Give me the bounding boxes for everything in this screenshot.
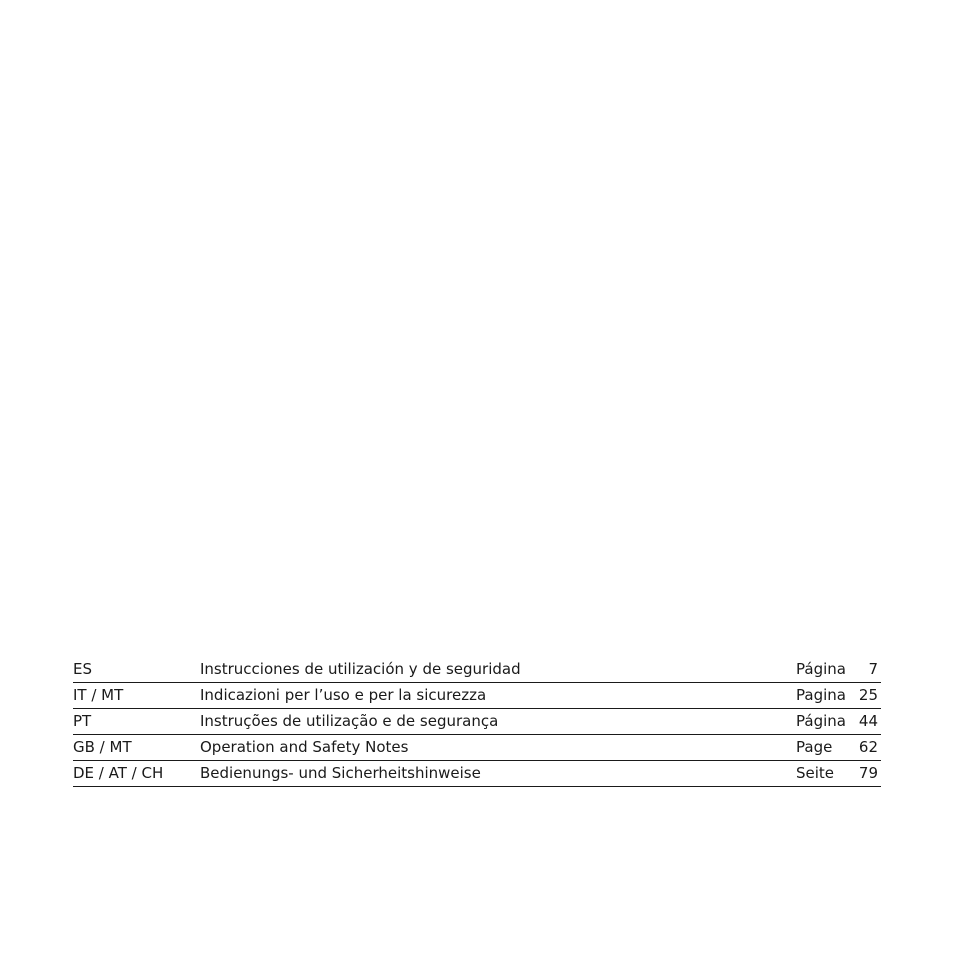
section-title: Bedienungs- und Sicherheitshinweise	[200, 764, 481, 782]
page-label: Page	[796, 738, 833, 756]
page-number: 25	[858, 686, 878, 704]
toc-row-gb-mt	[73, 735, 881, 761]
page-number: 44	[858, 712, 878, 730]
language-code: IT / MT	[73, 686, 124, 704]
page-label: Página	[796, 660, 846, 678]
section-title: Operation and Safety Notes	[200, 738, 409, 756]
toc-row-de-at-ch	[73, 761, 881, 787]
page-label: Seite	[796, 764, 835, 782]
page-label: Pagina	[796, 686, 846, 704]
page-number: 79	[858, 764, 878, 782]
page-number: 7	[868, 660, 878, 678]
toc-row-pt	[73, 709, 881, 735]
toc-row-es	[73, 657, 881, 683]
language-code: DE / AT / CH	[73, 764, 164, 782]
language-code: PT	[73, 712, 92, 730]
section-title: Indicazioni per l’uso e per la sicurezza	[200, 686, 487, 704]
page-label: Página	[796, 712, 846, 730]
section-title: Instruções de utilização e de segurança	[200, 712, 499, 730]
toc-row-it-mt	[73, 683, 881, 709]
language-code: ES	[73, 660, 92, 678]
language-code: GB / MT	[73, 738, 132, 756]
section-title: Instrucciones de utilización y de seguridad	[200, 660, 521, 678]
page-number: 62	[858, 738, 878, 756]
language-index-table	[73, 657, 881, 787]
